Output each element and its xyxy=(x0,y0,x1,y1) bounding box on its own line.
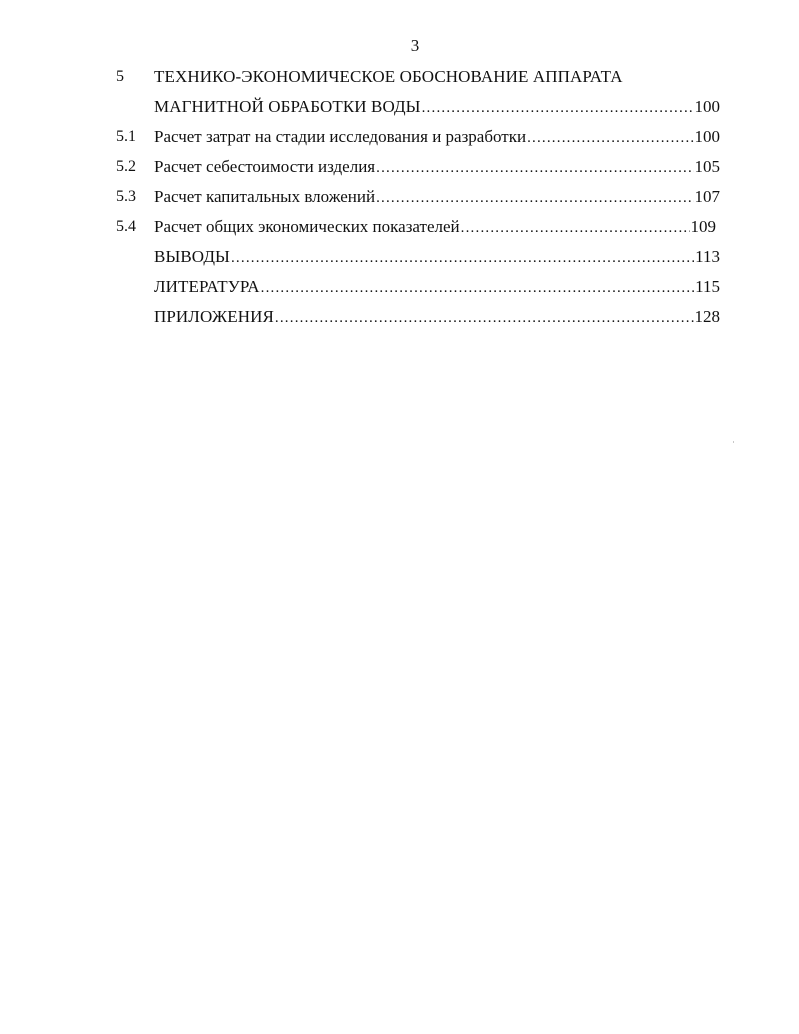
toc-page-ref: 109 xyxy=(690,217,716,236)
toc-entry xyxy=(116,212,720,242)
dot-leader xyxy=(275,303,694,333)
toc-entry-number: 5.2 xyxy=(116,158,136,175)
toc-section-title-wrap xyxy=(154,92,720,123)
toc-entry xyxy=(116,182,720,212)
toc-entry-title: ЛИТЕРАТУРА xyxy=(154,277,260,296)
toc-section-title-continuation: МАГНИТНОЙ ОБРАБОТКИ ВОДЫ xyxy=(154,97,421,116)
toc-entry xyxy=(116,122,720,152)
scan-speck xyxy=(733,441,734,443)
toc-entry-body xyxy=(154,272,720,303)
toc-page-ref: 100 xyxy=(694,97,720,116)
toc-entry-number: 5.1 xyxy=(116,128,136,145)
toc-entry-title: ПРИЛОЖЕНИЯ xyxy=(154,307,274,326)
toc-page-ref: 105 xyxy=(694,157,720,176)
toc-entry-number: 5.4 xyxy=(116,218,136,235)
toc-section-number: 5 xyxy=(116,68,124,85)
toc-page-ref: 128 xyxy=(694,307,720,326)
toc-section-title-wrap xyxy=(154,62,720,92)
page-number: 3 xyxy=(410,36,420,55)
toc-entry-body xyxy=(154,182,720,213)
toc-entry-body xyxy=(154,122,720,153)
dot-leader xyxy=(527,123,693,153)
dot-leader xyxy=(231,243,694,273)
toc-entry-number: 5.3 xyxy=(116,188,136,205)
toc-entry-body xyxy=(154,152,720,183)
toc-entry xyxy=(116,152,720,182)
toc-entry-title: Расчет себестоимости изделия xyxy=(154,157,376,176)
toc-entry-body xyxy=(154,302,720,333)
toc-entry-title: Расчет затрат на стадии исследования и разработки xyxy=(154,127,527,146)
toc-entry-body xyxy=(154,242,720,273)
toc-literature xyxy=(116,272,720,302)
toc-page-ref: 115 xyxy=(695,277,720,296)
toc-section-title: ТЕХНИКО-ЭКОНОМИЧЕСКОЕ ОБОСНОВАНИЕ АППАРАТА xyxy=(154,67,623,86)
toc-entry-body xyxy=(154,212,716,243)
dot-leader xyxy=(461,213,690,243)
table-of-contents xyxy=(116,62,720,332)
dot-leader xyxy=(376,153,693,183)
dot-leader xyxy=(422,93,694,123)
toc-page-ref: 113 xyxy=(695,247,720,266)
toc-page-ref: 107 xyxy=(694,187,720,206)
dot-leader xyxy=(261,273,695,303)
toc-page-ref: 100 xyxy=(694,127,720,146)
toc-section-5-line1 xyxy=(116,62,720,92)
toc-section-5-line2 xyxy=(116,92,720,122)
dot-leader xyxy=(376,183,693,213)
toc-entry-title: Расчет капитальных вложений xyxy=(154,187,376,206)
toc-entry-title: Расчет общих экономических показателей xyxy=(154,217,460,236)
toc-appendices xyxy=(116,302,720,332)
toc-entry-title: ВЫВОДЫ xyxy=(154,247,230,266)
toc-conclusions xyxy=(116,242,720,272)
